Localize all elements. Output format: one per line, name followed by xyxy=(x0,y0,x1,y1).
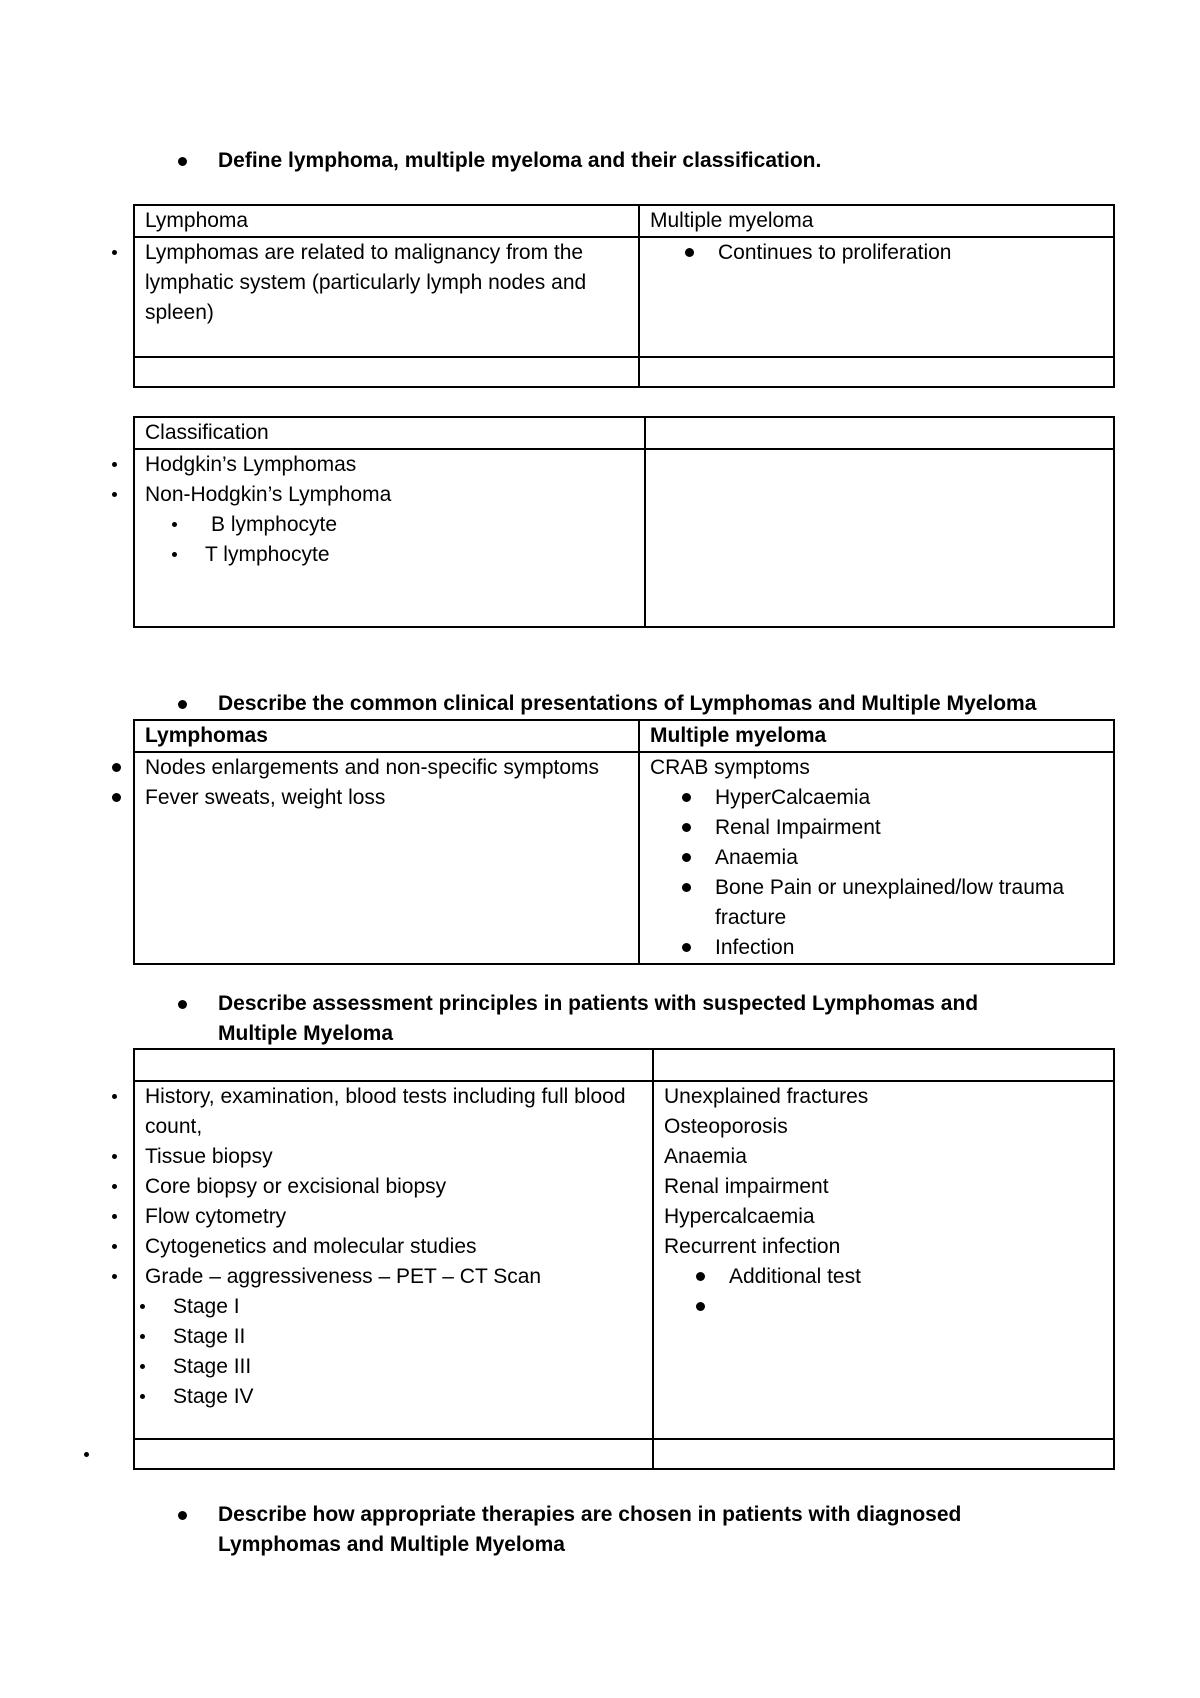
table-header-row xyxy=(134,1049,1114,1081)
empty-cell xyxy=(639,357,1114,387)
list-item: Additional test xyxy=(729,1262,1103,1292)
table-row xyxy=(134,1081,1114,1439)
heading-define xyxy=(178,146,1138,176)
presentations-table xyxy=(133,719,1115,965)
header-multiple-myeloma: Multiple myeloma xyxy=(639,720,1114,752)
crab-label: CRAB symptoms xyxy=(650,756,810,779)
assessment-line: Anaemia xyxy=(664,1145,747,1168)
table-row-empty xyxy=(134,357,1114,387)
empty-header-cell xyxy=(134,1049,653,1081)
empty-header-cell xyxy=(653,1049,1114,1081)
assessment-line: Recurrent infection xyxy=(664,1235,841,1258)
heading-clinical-presentations xyxy=(178,689,1138,719)
list-item: Non-Hodgkin’s Lymphoma xyxy=(145,480,634,510)
lymphoma-assessment-cell xyxy=(134,1081,653,1439)
stage-item: Stage I xyxy=(173,1292,642,1322)
list-item: Renal Impairment xyxy=(715,813,1103,843)
heading-text: Describe how appropriate therapies are chosen in patients with diagnosed Lymphomas and Multiple Myeloma xyxy=(218,1503,962,1556)
empty-cell xyxy=(645,449,1114,627)
heading-text: Describe assessment principles in patients with suspected Lymphomas and Multiple Myeloma xyxy=(218,992,979,1045)
table-header-row xyxy=(134,720,1114,752)
stage-item: Stage II xyxy=(173,1322,642,1352)
list-item: Flow cytometry xyxy=(145,1202,642,1232)
heading-text: Define lymphoma, multiple myeloma and their classification. xyxy=(218,149,822,172)
table-row xyxy=(134,1439,1114,1469)
table-row xyxy=(134,449,1114,627)
list-item: History, examination, blood tests including full blood count, xyxy=(145,1082,642,1142)
assessment-line: Hypercalcaemia xyxy=(664,1205,815,1228)
list-item: Continues to proliferation xyxy=(718,238,1103,268)
table-header-row xyxy=(134,205,1114,237)
header-lymphoma: Lymphoma xyxy=(134,205,639,237)
bullet-icon xyxy=(178,1511,187,1520)
list-item: Tissue biopsy xyxy=(145,1142,642,1172)
assessment-line: Renal impairment xyxy=(664,1175,829,1198)
table-header-row xyxy=(134,417,1114,449)
header-multiple-myeloma: Multiple myeloma xyxy=(639,205,1114,237)
myeloma-definition-cell xyxy=(639,237,1114,357)
bullet-icon xyxy=(178,157,187,166)
table-row xyxy=(134,237,1114,357)
assessment-line: Unexplained fractures xyxy=(664,1085,869,1108)
list-item: Hodgkin’s Lymphomas xyxy=(145,450,634,480)
list-item-empty xyxy=(729,1292,1103,1322)
list-item: Anaemia xyxy=(715,843,1103,873)
empty-cell xyxy=(653,1439,1114,1469)
list-item: Cytogenetics and molecular studies xyxy=(145,1232,642,1262)
empty-cell xyxy=(134,357,639,387)
empty-header-cell xyxy=(645,417,1114,449)
list-item-empty xyxy=(117,1440,642,1468)
list-item: T lymphocyte xyxy=(205,540,634,570)
stage-item: Stage III xyxy=(173,1352,642,1382)
heading-text: Describe the common clinical presentations of Lymphomas and Multiple Myeloma xyxy=(218,692,1037,715)
list-item: Lymphomas are related to malignancy from the lymphatic system (particularly lymph nodes and spleen) xyxy=(145,238,628,328)
bullet-icon xyxy=(178,1000,187,1009)
list-item: Grade – aggressiveness – PET – CT Scan xyxy=(145,1262,642,1292)
table-row xyxy=(134,752,1114,964)
assessment-table xyxy=(133,1048,1115,1470)
myeloma-assessment-cell xyxy=(653,1081,1114,1439)
definition-table xyxy=(133,204,1115,388)
classification-table xyxy=(133,416,1115,628)
list-item: Bone Pain or unexplained/low trauma fracture xyxy=(715,873,1103,933)
list-item: Nodes enlargements and non-specific symptoms xyxy=(145,753,628,783)
header-lymphomas: Lymphomas xyxy=(134,720,639,752)
heading-assessment xyxy=(178,989,1138,1049)
myeloma-presentations-cell xyxy=(639,752,1114,964)
list-item: Core biopsy or excisional biopsy xyxy=(145,1172,642,1202)
classification-cell xyxy=(134,449,645,627)
empty-bullet-cell xyxy=(134,1439,653,1469)
lymphoma-presentations-cell xyxy=(134,752,639,964)
heading-therapies xyxy=(178,1500,1138,1560)
assessment-line: Osteoporosis xyxy=(664,1115,788,1138)
bullet-icon xyxy=(178,700,187,709)
list-item: B lymphocyte xyxy=(205,510,634,540)
stage-item: Stage IV xyxy=(173,1382,642,1412)
header-classification: Classification xyxy=(134,417,645,449)
lymphoma-definition-cell xyxy=(134,237,639,357)
list-item: Fever sweats, weight loss xyxy=(145,783,628,813)
list-item: HyperCalcaemia xyxy=(715,783,1103,813)
list-item: Infection xyxy=(715,933,1103,963)
